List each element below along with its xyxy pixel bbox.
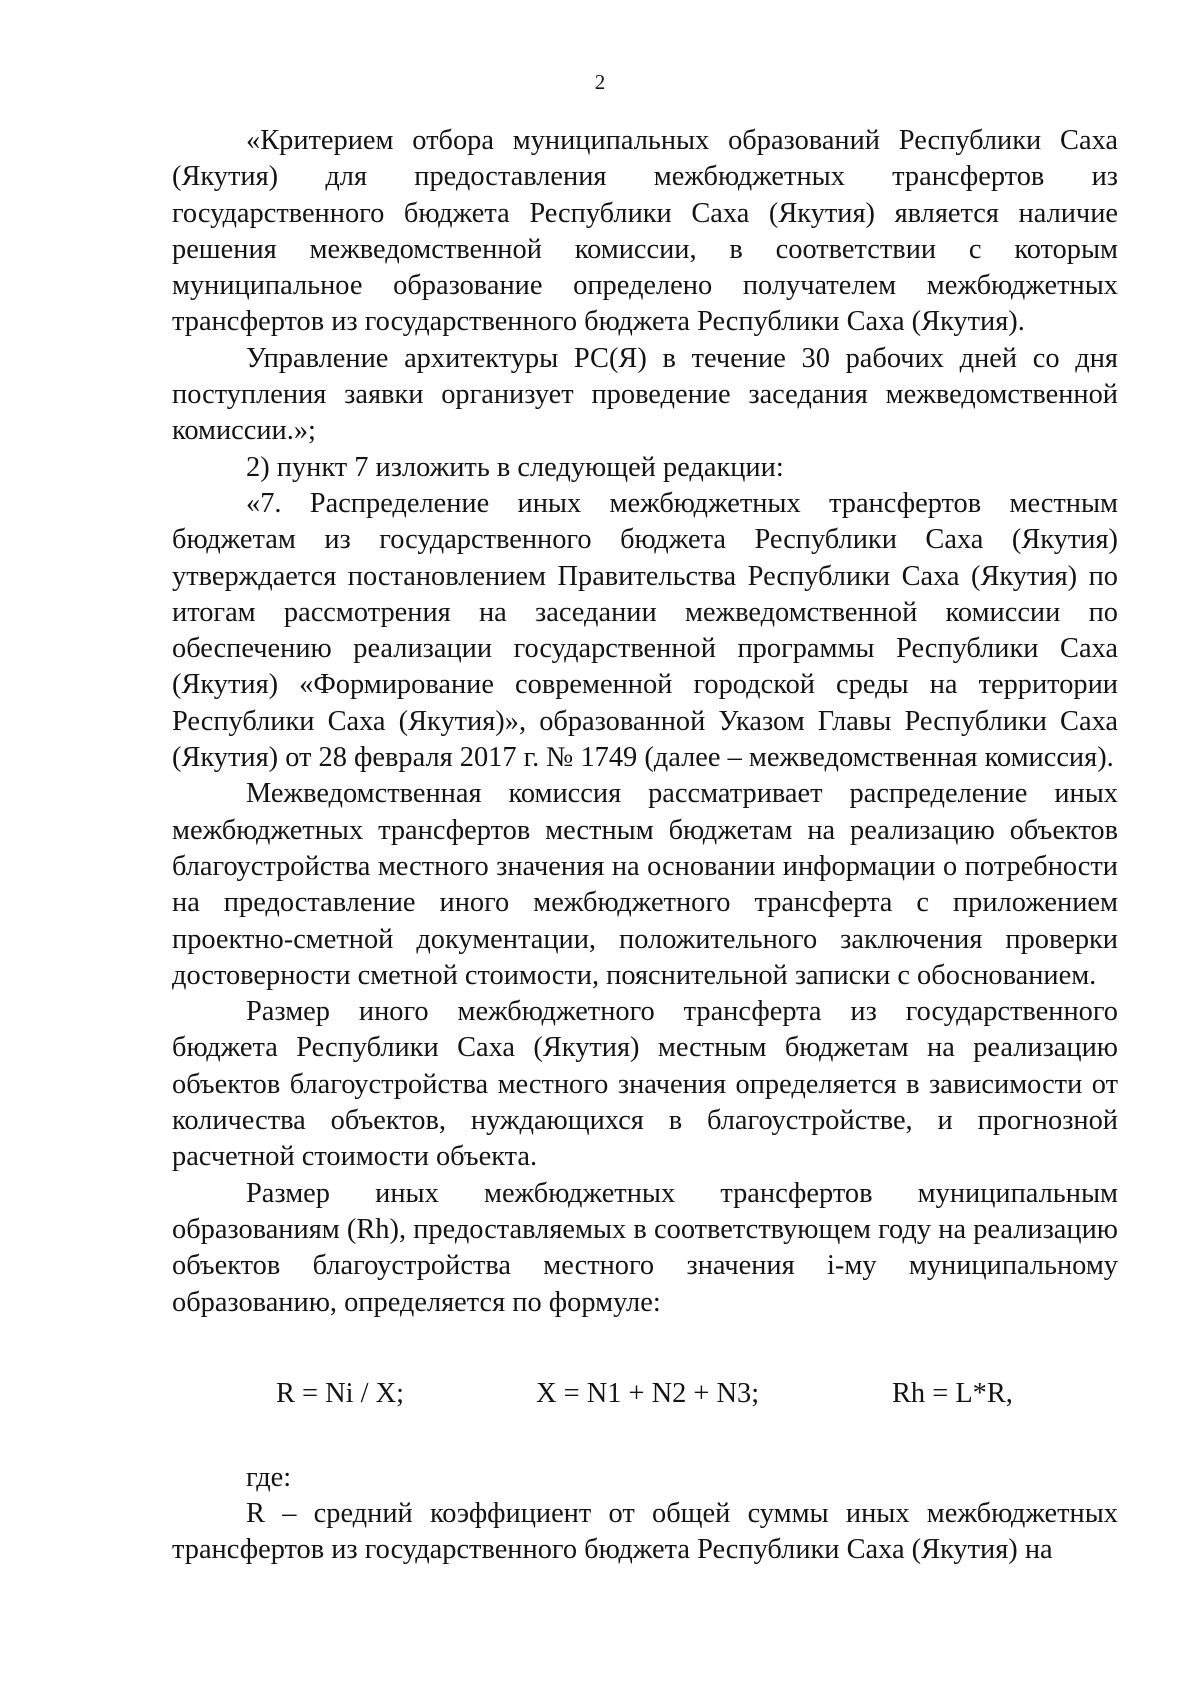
document-body: [172, 123, 1118, 1569]
paragraph-transfer-size: Размер иного межбюджетного трансферта из государственного бюджета Республики Саха (Якутия) местным бюджетам на реализацию объектов благоустройства местного значения определяется в зависимости от количества объектов, нуждающихся в благоустройстве, и прогнозной расчетной стоимости объекта.: [172, 996, 1118, 1173]
paragraph-item-7: «7. Распределение иных межбюджетных трансфертов местным бюджетам из государственного бюджета Республики Саха (Якутия) утверждается постановлением Правительства Республики Саха (Якутия) по итогам рассмотрения на заседании межведомственной комиссии по обеспечению реализации государственной программы Республики Саха (Якутия) «Формирование современной городской среды на территории Республики Саха (Якутия)», образованной Указом Главы Республики Саха (Якутия) от 28 февраля 2017 г. № 1749 (далее – межведомственная комиссия).: [172, 487, 1118, 774]
paragraph-architecture-department: Управление архитектуры РС(Я) в течение 30 рабочих дней со дня поступления заявки организует проведение заседания межведомственной комиссии.»;: [172, 342, 1118, 447]
paragraph-item-7-edit: 2) пункт 7 изложить в следующей редакции:: [246, 451, 784, 483]
paragraph-formula-intro: Размер иных межбюджетных трансфертов муниципальным образованиям (Rh), предоставляемых в соответствующем году на реализацию объектов благоустройства местного значения i-му муниципальному образованию, определяется по формуле:: [172, 1177, 1118, 1318]
formula-rh: Rh = L*R,: [892, 1377, 1013, 1409]
paragraph-where: где:: [246, 1461, 292, 1493]
paragraph-criteria: «Критерием отбора муниципальных образований Республики Саха (Якутия) для предоставления межбюджетных трансфертов из государственного бюджета Республики Саха (Якутия) является наличие решения межведомственной комиссии, в соответствии с которым муниципальное образование определено получателем межбюджетных трансфертов из государственного бюджета Республики Саха (Якутия).: [172, 125, 1118, 338]
paragraph-commission-review: Межведомственная комиссия рассматривает распределение иных межбюджетных трансфертов местным бюджетам на реализацию объектов благоустройства местного значения на основании информации о потребности на предоставление иного межбюджетного трансферта с приложением проектно-сметной документации, положительного заключения проверки достоверности сметной стоимости, пояснительной записки с обоснованием.: [172, 778, 1118, 991]
paragraph-r-definition: R – средний коэффициент от общей суммы иных межбюджетных трансфертов из государственного бюджета Республики Саха (Якутия) на: [172, 1498, 1118, 1566]
formula-x: X = N1 + N2 + N3;: [536, 1377, 760, 1409]
page-number: 2: [594, 70, 606, 94]
formula-r: R = Ni / X;: [276, 1377, 405, 1409]
formula-row: [172, 1364, 1118, 1424]
